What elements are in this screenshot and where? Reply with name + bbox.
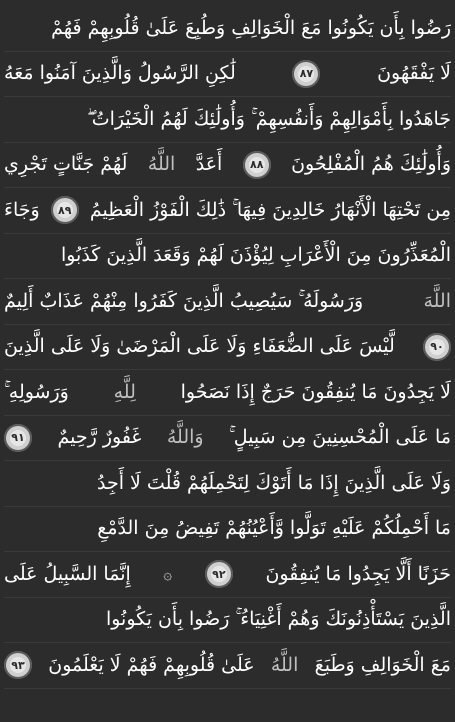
verse-text: مَا عَلَى الْمُحْسِنِينَ مِن سَبِيلٍ ۚ	[229, 426, 451, 449]
verse-text: مِن تَحْتِهَا الْأَنْهَارُ خَالِدِينَ فِيهَا ۚ ذَٰلِكَ الْفَوْزُ الْعَظِيمُ	[89, 198, 451, 221]
verse-number: ٩١	[11, 431, 25, 445]
rub-el-hizb-icon: ۞	[163, 565, 173, 584]
text-line-15	[4, 643, 451, 689]
text-line-1	[4, 6, 451, 52]
text-line-9	[4, 370, 451, 416]
text-line-12	[4, 507, 451, 553]
verse-text: حَزَنًا أَلَّا يَجِدُوا مَا يُنفِقُونَ	[265, 562, 451, 585]
verse-text: عَلَىٰ قُلُوبِهِمْ فَهُمْ لَا يَعْلَمُونَ	[48, 653, 255, 676]
divine-name: اللَّهَ	[423, 289, 451, 312]
text-line-13	[4, 552, 451, 598]
verse-number: ٨٨	[249, 158, 264, 172]
verse-text: لَّيْسَ عَلَى الضُّعَفَاءِ وَلَا عَلَى الْمَرْضَىٰ وَلَا عَلَى الَّذِينَ	[4, 335, 395, 358]
verse-text: لَٰكِنِ الرَّسُولُ وَالَّذِينَ آمَنُوا مَعَهُ	[4, 62, 236, 85]
verse-end-marker-icon	[423, 333, 451, 361]
verse-text: وَأُولَٰئِكَ هُمُ الْمُفْلِحُونَ	[291, 153, 451, 176]
verse-text: لَا يَجِدُونَ مَا يُنفِقُونَ حَرَجٌ إِذَا نَصَحُوا	[180, 380, 451, 403]
verse-end-marker-icon	[243, 151, 271, 179]
text-line-8	[4, 325, 451, 371]
verse-text: مَا أَحْمِلُكُمْ عَلَيْهِ تَوَلَّوا وَّأَعْيُنُهُمْ تَفِيضُ مِنَ الدَّمْعِ	[97, 517, 451, 540]
text-line-11	[4, 461, 451, 507]
divine-name: اللَّهُ	[147, 153, 176, 176]
verse-text: وَلَا عَلَى الَّذِينَ إِذَا مَا أَتَوْكَ لِتَحْمِلَهُمْ قُلْتَ لَا أَجِدُ	[97, 471, 451, 494]
verse-text: الْمُعَذِّرُونَ مِنَ الْأَعْرَابِ لِيُؤْذَنَ لَهُمْ وَقَعَدَ الَّذِينَ كَذَبُوا	[60, 244, 451, 267]
verse-number: ٨٧	[299, 67, 314, 81]
verse-text: وَرَسُولِهِ ۚ	[4, 380, 69, 403]
text-line-14	[4, 598, 451, 644]
text-line-6	[4, 234, 451, 280]
verse-end-marker-icon	[4, 424, 32, 452]
text-line-10	[4, 416, 451, 462]
divine-name: وَاللَّهُ	[166, 426, 204, 449]
verse-text: وَجَاءَ	[4, 198, 40, 221]
verse-text: جَاهَدُوا بِأَمْوَالِهِمْ وَأَنفُسِهِمْ ۚ وَأُولَٰئِكَ لَهُمُ الْخَيْرَاتُ ۖ	[87, 107, 451, 130]
text-line-4	[4, 143, 451, 189]
verse-end-marker-icon	[292, 60, 320, 88]
verse-text: مَعَ الْخَوَالِفِ وَطَبَعَ	[314, 653, 451, 676]
verse-text: أَعَدَّ	[195, 153, 223, 176]
verse-end-marker-icon	[4, 651, 32, 679]
text-line-2	[4, 52, 451, 98]
verse-text: لَا يَفْقَهُونَ	[377, 62, 451, 85]
verse-text: لَهُمْ جَنَّاتٍ تَجْرِي	[4, 153, 128, 176]
verse-text: الَّذِينَ يَسْتَأْذِنُونَكَ وَهُمْ أَغْنِيَاءُ ۚ رَضُوا بِأَن يَكُونُوا	[105, 608, 451, 631]
text-line-5	[4, 188, 451, 234]
verse-text: إِنَّمَا السَّبِيلُ عَلَى	[4, 562, 131, 585]
divine-name: لِلَّهِ	[113, 380, 136, 403]
verse-number: ٩٣	[11, 658, 25, 672]
verse-text: وَرَسُولَهُ ۚ سَيُصِيبُ الَّذِينَ كَفَرُوا مِنْهُمْ عَذَابٌ أَلِيمٌ	[4, 289, 364, 312]
verse-end-marker-icon	[51, 196, 79, 224]
verse-text: غَفُورٌ رَّحِيمٌ	[57, 426, 142, 449]
verse-number: ٩٠	[430, 340, 444, 354]
verse-end-marker-icon	[205, 560, 233, 588]
verse-text: رَضُوا بِأَن يَكُونُوا مَعَ الْخَوَالِفِ وَطُبِعَ عَلَىٰ قُلُوبِهِمْ فَهُمْ	[51, 16, 451, 39]
divine-name: اللَّهُ	[270, 653, 299, 676]
verse-number: ٩٢	[212, 567, 226, 581]
verse-number: ٨٩	[58, 203, 72, 217]
text-line-7	[4, 279, 451, 325]
text-line-3	[4, 97, 451, 143]
